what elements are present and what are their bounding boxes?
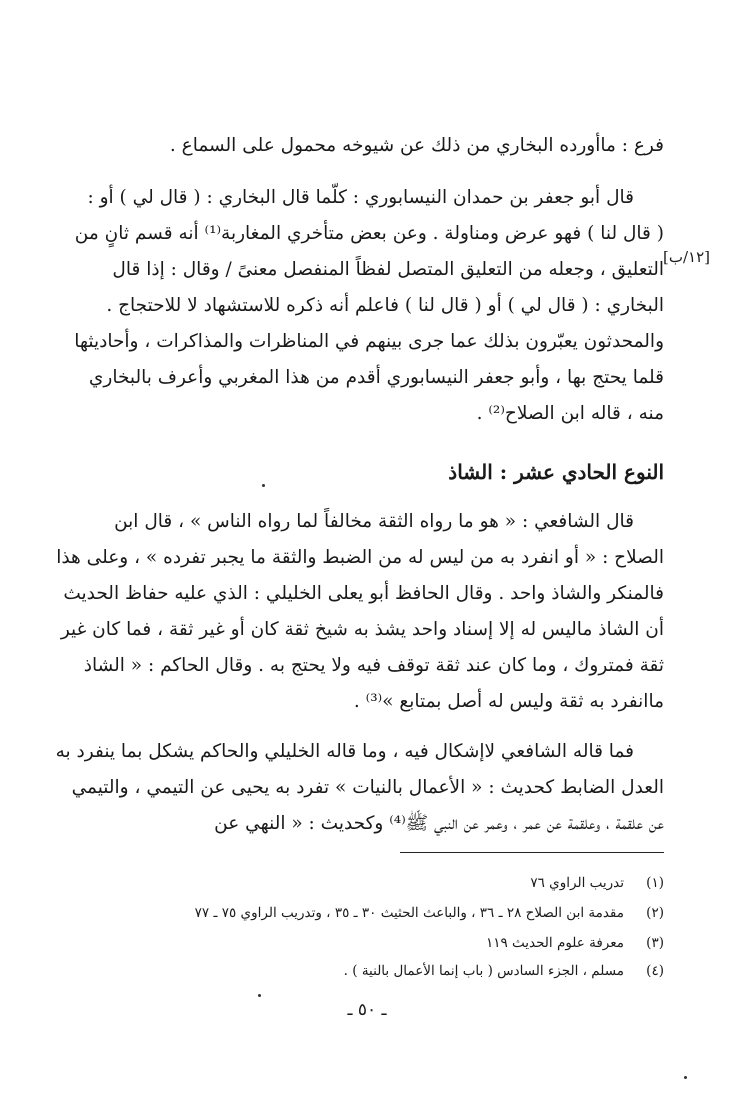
footnote: [120, 870, 664, 896]
text-line: فالمنكر والشاذ واحد . وقال الحافظ أبو يعلى الخليلي : الذي عليه حفاظ الحديث: [63, 583, 664, 604]
footnote-number: (٢): [646, 905, 664, 921]
text-line: قال الشافعي : « هو ما رواه الثقة مخالفاً لما رواه الناس » ، قال ابن: [114, 511, 634, 532]
text-line: ثقة فمتروك ، وما كان عند ثقة توقف فيه ولا يحتج به . وقال الحاكم : « الشاذ: [83, 655, 664, 676]
footnote-number: (٤): [646, 963, 664, 979]
scan-speck: [684, 1076, 687, 1079]
footnote: [120, 930, 664, 956]
footnote-text: معرفة علوم الحديث ١١٩: [485, 935, 624, 951]
footnote: [120, 958, 664, 984]
text-line: البخاري : ( قال لي ) أو ( قال لنا ) فاعلم أنه ذكره للاستشهاد لا للاحتجاج .: [106, 295, 664, 316]
footnote-number: (٣): [646, 935, 664, 951]
footnote-separator: [400, 852, 664, 853]
text-line: الصلاح : « أو انفرد به من ليس له من الضبط والثقة ما يجبر تفرده » ، وعلى هذا: [56, 547, 664, 568]
text-line: منه ، قاله ابن الصلاح⁽²⁾ .: [476, 403, 664, 424]
text-line: قلما يحتج بها ، وأبو جعفر النيسابوري أقدم من هذا المغربي وأعرف بالبخاري: [88, 367, 664, 388]
footnote-text: مقدمة ابن الصلاح ٢٨ ـ ٣٦ ، والباعث الحثيث ٣٠ ـ ٣٥ ، وتدريب الراوي ٧٥ ـ ٧٧: [194, 905, 624, 921]
footnote-text: مسلم ، الجزء السادس ( باب إنما الأعمال بالنية ) .: [343, 963, 624, 979]
page-number: ـ ٥٠ ـ: [347, 1000, 387, 1020]
scan-speck: [262, 484, 265, 487]
footnote: [120, 900, 664, 926]
text-line-far: فرع : ماأورده البخاري من ذلك عن شيوخه محمول على السماع .: [169, 135, 664, 156]
text-line: ( قال لنا ) فهو عرض ومناولة . وعن بعض متأخري المغاربة⁽¹⁾ أنه قسم ثانٍ من: [74, 223, 664, 244]
footnote-text: تدريب الراوي ٧٦: [530, 875, 624, 891]
section-heading: النوع الحادي عشر : الشاذ: [448, 460, 664, 484]
scan-speck: [258, 994, 261, 997]
margin-folio-note: [١٢/ب]: [663, 248, 711, 266]
text-line: أن الشاذ ماليس له إلا إسناد واحد يشذ به شيخ ثقة كان أو غير ثقة ، فما كان غير: [60, 619, 664, 640]
text-line: والمحدثون يعبّرون بذلك عما جرى بينهم في المناظرات والمذاكرات ، وأحاديثها: [74, 331, 664, 352]
footnote-number: (١): [646, 875, 664, 891]
text-line: فما قاله الشافعي لاإشكال فيه ، وما قاله الخليلي والحاكم يشكل بما ينفرد به: [55, 741, 634, 762]
text-line: العدل الضابط كحديث : « الأعمال بالنيات » تفرد به يحيى عن التيمي ، والتيمي: [71, 777, 664, 798]
text-line: التعليق ، وجعله من التعليق المتصل لفظاً المنفصل معنىً / وقال : إذا قال: [112, 259, 664, 280]
text-line: قال أبو جعفر بن حمدان النيسابوري : كلّما قال البخاري : ( قال لي ) أو :: [87, 187, 634, 208]
text-line: ماانفرد به ثقة وليس له أصل بمتابع »⁽³⁾ .: [353, 691, 664, 712]
text-line: عن علقمة ، وعلقمة عن عمر ، وعمر عن النبي ﷺ⁽⁴⁾ وكحديث : « النهي عن: [214, 813, 664, 834]
